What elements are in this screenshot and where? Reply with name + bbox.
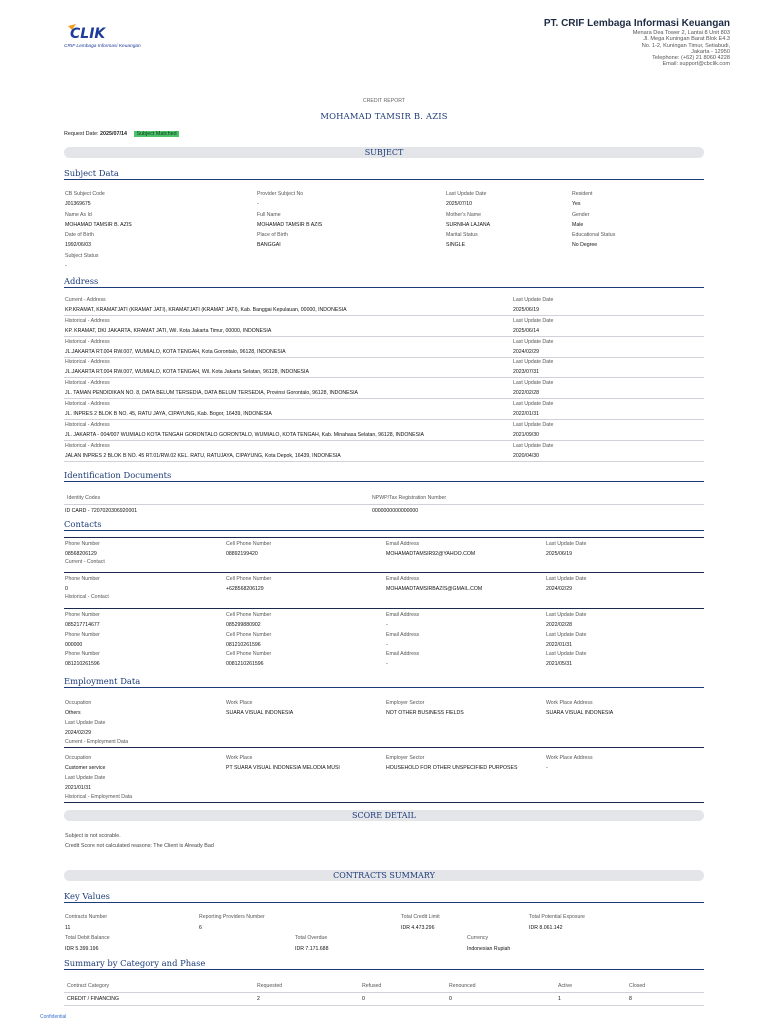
subject-field-label: Marital Status: [446, 232, 478, 238]
contact-block-divider: [64, 608, 704, 609]
employment-date-value: 2024/02/29: [65, 730, 91, 736]
summary-column-header: Closed: [629, 983, 646, 989]
score-reason: Credit Score not calculated reasons: The Client is Already Bad: [65, 843, 214, 849]
subject-field-value: No Degree: [572, 242, 598, 248]
contact-phone-label: Phone Number: [65, 612, 100, 618]
contact-kind: Current - Contact: [65, 558, 105, 565]
subject-field-value: Male: [572, 221, 584, 228]
address-type: Historical - Address: [65, 380, 110, 387]
address-date: 2025/06/19: [513, 307, 539, 313]
summary-cell: 8: [629, 996, 632, 1002]
address-text: JL.JAKARTA RT.004 RW.007, WUMIALO, KOTA TENGAH, Kota Gorontalo, 96128, INDONESIA: [65, 348, 286, 355]
contact-cell-label: Cell Phone Number: [226, 576, 272, 582]
address-date: 2025/06/14: [513, 327, 539, 334]
contact-block-divider: [64, 537, 704, 538]
contact-cell-label: Cell Phone Number: [226, 631, 272, 638]
address-date: 2021/09/30: [513, 431, 539, 438]
contact-email-label: Email Address: [386, 576, 420, 582]
summary-column-header: Refused: [362, 983, 382, 989]
contact-email-label: Email Address: [386, 631, 420, 638]
total-credit-limit-value: IDR 4.473.296: [401, 925, 435, 931]
contact-date-label: Last Update Date: [546, 541, 587, 547]
npwp-value: 0000000000000000: [372, 508, 419, 514]
subject-field-label: CB Subject Code: [65, 191, 105, 197]
subject-field-label: Mother's Name: [446, 211, 482, 218]
employment-kind: Current - Employment Data: [65, 739, 129, 745]
address-row-divider: [64, 315, 704, 316]
employment-heading: Employment Data: [64, 676, 704, 688]
employment-block-divider: [64, 802, 704, 803]
divider: [64, 504, 704, 505]
confidential-label: Confidential: [40, 1014, 67, 1020]
employment-address-label: Work Place Address: [546, 700, 593, 706]
total-overdue-value: IDR 7.171.688: [295, 946, 329, 952]
contact-cell-value: 085299880902: [226, 622, 261, 628]
summary-header-divider: [64, 992, 704, 993]
contact-cell-value: 081210261596: [226, 641, 261, 648]
clik-logo: [62, 22, 162, 50]
address-date: 2024/02/29: [513, 348, 539, 355]
address-date-label: Last Update Date: [513, 359, 554, 366]
subject-field-label: Resident: [572, 191, 593, 197]
summary-cell: 1: [558, 996, 561, 1002]
score-detail-bar: SCORE DETAIL: [64, 810, 704, 821]
subject-bar: SUBJECT: [64, 147, 704, 158]
address-type: Current - Address: [65, 297, 106, 303]
address-date: 2023/07/31: [513, 369, 539, 376]
subject-field-label: Gender: [572, 211, 590, 218]
employment-address-value: SUARA VISUAL INDONESIA: [546, 710, 614, 716]
request-date-label: Request Date:: [64, 131, 99, 137]
contact-email-label: Email Address: [386, 612, 420, 618]
subject-field-value: J01369675: [65, 201, 91, 207]
subject-name-heading: MOHAMAD TAMSIR B. AZIS: [320, 111, 448, 121]
key-values-heading: Key Values: [64, 891, 704, 903]
subject-field-label: Educational Status: [572, 232, 616, 238]
subject-field-label: Provider Subject No: [257, 191, 304, 197]
summary-cell: CREDIT / FINANCING: [67, 996, 120, 1002]
address-date: 2022/02/28: [513, 390, 539, 397]
company-address-line: Menara Dea Tower 2, Lantai 8 Unit 803: [632, 30, 730, 36]
identity-code-value: ID CARD - 7207020306920001: [65, 508, 138, 514]
contact-email-value: -: [386, 641, 388, 648]
request-date-value: 2025/07/14: [99, 131, 127, 137]
summary-row-divider: [64, 1005, 704, 1006]
subject-field-label: Name As Id: [65, 211, 92, 218]
score-note: Subject is not scorable.: [65, 833, 121, 839]
contact-cell-value: 0081210261596: [226, 661, 264, 667]
address-text: JL. JAKARTA - 004/007 WUMIALO KOTA TENGAH GORONTALO GORONTALO, WUMIALO, KOTA TENGAH, Kab. Minahasa Selatan, 96128, INDONESIA: [65, 431, 425, 438]
address-text: JALAN INPRES 2 BLOK B NO. 45 RT.01/RW.02 KEL. RATU, RATUJAYA, CIPAYUNG, Kota Depok, 16439, INDONESIA: [65, 452, 341, 459]
employment-occupation-label: Occupation: [65, 700, 92, 706]
employment-address-label: Work Place Address: [546, 755, 593, 761]
address-text: KP. KRAMAT, DKI JAKARTA, KRAMAT JATI, Wil. Kota Jakarta Timur, 00000, INDONESIA: [65, 327, 272, 334]
contact-date-value: 2024/02/29: [546, 586, 572, 592]
contact-phone-value: 0: [65, 586, 68, 592]
subject-field-value: 2025/07/10: [446, 201, 472, 207]
total-credit-limit-label: Total Credit Limit: [401, 914, 440, 920]
summary-column-header: Renounced: [449, 983, 476, 989]
contacts-heading: Contacts: [64, 519, 704, 531]
contact-cell-value: 08892199420: [226, 551, 258, 557]
company-email: Email: support@cbclik.com: [662, 61, 730, 68]
address-date-label: Last Update Date: [513, 380, 554, 387]
credit-report-label: CREDIT REPORT: [362, 98, 406, 104]
employment-workplace-label: Work Place: [226, 700, 253, 706]
employment-occupation-value: Others: [65, 710, 81, 716]
contracts-number-label: Contracts Number: [65, 914, 108, 920]
currency-value: Indonesian Rupiah: [467, 946, 511, 952]
summary-category-heading: Summary by Category and Phase: [64, 958, 704, 970]
address-row-divider: [64, 398, 704, 399]
company-phone: Telephone: (+62) 21 8060 4228: [652, 55, 730, 62]
address-row-divider: [64, 336, 704, 337]
address-date: 2020/04/30: [513, 452, 539, 459]
currency-label: Currency: [467, 935, 489, 941]
subject-field-value: MOHAMAD TAMSIR B AZIS: [257, 221, 323, 228]
address-type: Historical - Address: [65, 359, 110, 366]
logo-tagline: CRIF Lembaga Informasi Keuangan: [64, 44, 141, 49]
contact-email-value: MOHAMADTAMSIRBAZIS@GMAIL.COM: [386, 586, 483, 592]
subject-field-label: Subject Status: [65, 252, 99, 259]
company-info: [544, 18, 730, 68]
address-type: Historical - Address: [65, 421, 110, 428]
summary-cell: 0: [362, 996, 365, 1002]
address-date-label: Last Update Date: [513, 421, 554, 428]
npwp-label: NPWP/Tax Registration Number: [372, 495, 447, 501]
address-type: Historical - Address: [65, 401, 110, 407]
contact-email-value: -: [386, 622, 388, 628]
employment-occupation-label: Occupation: [65, 755, 92, 761]
employment-date-label: Last Update Date: [65, 775, 106, 781]
address-type: Historical - Address: [65, 317, 110, 324]
company-address-line: Jl. Mega Kuningan Barat Blok E4.3: [643, 36, 730, 43]
address-text: JL.JAKARTA RT.004 RW.007, WUMIALO, KOTA TENGAH, Wil. Kota Jakarta Selatan, 96128, INDONESIA: [65, 369, 309, 376]
contact-date-value: 2022/02/28: [546, 622, 572, 628]
identity-codes-label: Identity Codes: [67, 495, 101, 501]
contracts-number-value: 11: [65, 925, 71, 931]
employment-address-value: -: [546, 765, 548, 771]
address-date-label: Last Update Date: [513, 297, 554, 303]
contact-phone-label: Phone Number: [65, 651, 100, 657]
address-date-label: Last Update Date: [513, 317, 554, 324]
employment-workplace-value: PT SUARA VISUAL INDONESIA MELODIA MUSI: [226, 765, 340, 771]
contact-email-label: Email Address: [386, 541, 420, 547]
employment-date-value: 2021/01/31: [65, 785, 91, 791]
contact-phone-label: Phone Number: [65, 631, 100, 638]
address-type: Historical - Address: [65, 338, 110, 345]
contact-date-label: Last Update Date: [546, 631, 587, 638]
subject-field-label: Full Name: [257, 211, 281, 218]
company-name: PT. CRIF Lembaga Informasi Keuangan: [543, 18, 730, 29]
company-address-line: No. 1-2, Kuningan Timur, Setiabudi,: [641, 42, 730, 49]
contact-email-label: Email Address: [386, 651, 420, 657]
subject-field-value: SINGLE: [446, 242, 466, 248]
subject-field-label: Last Update Date: [446, 191, 487, 197]
employment-date-label: Last Update Date: [65, 720, 106, 726]
subject-field-value: BANGGAI: [257, 242, 281, 248]
address-date: 2022/01/31: [513, 411, 539, 417]
subject-field-value: -: [65, 262, 67, 269]
company-address-line: Jakarta - 12950: [691, 48, 730, 55]
subject-matched-badge: Subject Matched: [136, 131, 177, 137]
reporting-providers-label: Reporting Providers Number: [199, 914, 265, 920]
address-row-divider: [64, 419, 704, 420]
contact-cell-label: Cell Phone Number: [226, 541, 272, 547]
subject-field-value: Yes: [572, 201, 581, 207]
contact-phone-label: Phone Number: [65, 541, 100, 547]
address-heading: Address: [64, 276, 704, 288]
summary-column-header: Requested: [257, 983, 283, 989]
total-overdue-label: Total Overdue: [295, 935, 328, 941]
contact-block-divider: [64, 572, 704, 573]
employment-sector-label: Employer Sector: [386, 755, 425, 761]
summary-column-header: Contract Category: [67, 983, 110, 989]
employment-workplace-label: Work Place: [226, 755, 253, 761]
reporting-providers-value: 6: [199, 925, 202, 931]
subject-field-value: SURNIHA LAJANA: [446, 221, 491, 228]
subject-data-heading: Subject Data: [64, 168, 704, 180]
employment-sector-value: HOUSEHOLD FOR OTHER UNSPECIFIED PURPOSES: [386, 765, 518, 771]
total-potential-exposure-value: IDR 8.061.142: [529, 925, 563, 931]
contact-date-value: 2025/06/19: [546, 551, 572, 557]
employment-workplace-value: SUARA VISUAL INDONESIA: [226, 710, 294, 716]
employment-kind: Historical - Employment Data: [65, 794, 133, 800]
contact-kind: Historical - Contact: [65, 593, 109, 600]
employment-sector-label: Employer Sector: [386, 700, 425, 706]
address-row-divider: [64, 461, 704, 462]
request-date: [64, 131, 179, 137]
contact-phone-value: 08568206129: [65, 551, 97, 557]
total-debit-balance-label: Total Debit Balance: [65, 935, 110, 941]
subject-field-value: 1992/06/03: [65, 242, 91, 248]
total-debit-balance-value: IDR 5.399.196: [65, 946, 99, 952]
subject-field-value: MOHAMAD TAMSIR B. AZIS: [65, 221, 132, 228]
contact-phone-label: Phone Number: [65, 576, 100, 582]
address-text: JL. TAMAN PENDIDIKAN NO. 8, DATA BELUM TERSEDIA, DATA BELUM TERSEDIA, Provinsi Gorontalo, 96128, INDONESIA: [65, 390, 358, 397]
contact-cell-label: Cell Phone Number: [226, 612, 272, 618]
subject-field-label: Place of Birth: [257, 232, 288, 238]
contact-email-value: MOHAMADTAMSIR92@YAHOO.COM: [386, 551, 476, 557]
address-row-divider: [64, 377, 704, 378]
address-date-label: Last Update Date: [513, 338, 554, 345]
address-text: KP.KRAMAT, KRAMATJATI (KRAMAT JATI), KRAMATJATI (KRAMAT JATI), Kab. Banggai Kepulauan, 00000, INDONESIA: [65, 307, 347, 313]
address-row-divider: [64, 357, 704, 358]
contact-cell-value: +628568206129: [226, 586, 264, 592]
total-potential-exposure-label: Total Potential Exposure: [529, 914, 585, 920]
contracts-summary-bar: CONTRACTS SUMMARY: [64, 870, 704, 881]
contact-date-value: 2022/01/31: [546, 641, 572, 648]
address-date-label: Last Update Date: [513, 442, 554, 449]
address-type: Historical - Address: [65, 442, 110, 449]
employment-sector-value: NOT OTHER BUSINESS FIELDS: [386, 710, 464, 716]
contact-date-label: Last Update Date: [546, 651, 587, 657]
contact-phone-value: 085217714677: [65, 622, 100, 628]
contact-date-label: Last Update Date: [546, 612, 587, 618]
summary-cell: 2: [257, 996, 260, 1002]
subject-field-value: -: [257, 201, 259, 207]
summary-column-header: Active: [558, 983, 573, 989]
contact-email-value: -: [386, 661, 388, 667]
logo-text: CLIK: [70, 26, 106, 42]
contact-phone-value: 081210261596: [65, 661, 100, 667]
employment-block-divider: [64, 747, 704, 748]
employment-occupation-value: Customer service: [65, 765, 106, 771]
identification-heading: Identification Documents: [64, 470, 704, 482]
address-date-label: Last Update Date: [513, 401, 554, 407]
contact-date-label: Last Update Date: [546, 576, 587, 582]
address-text: JL. INPRES 2 BLOK B NO. 45, RATU JAYA, CIPAYUNG, Kab. Bogor, 16439, INDONESIA: [65, 411, 272, 417]
contact-phone-value: 000000: [65, 641, 83, 648]
contact-date-value: 2021/05/31: [546, 661, 572, 667]
address-row-divider: [64, 440, 704, 441]
subject-field-label: Date of Birth: [65, 232, 94, 238]
summary-cell: 0: [449, 996, 452, 1002]
contact-cell-label: Cell Phone Number: [226, 651, 272, 657]
